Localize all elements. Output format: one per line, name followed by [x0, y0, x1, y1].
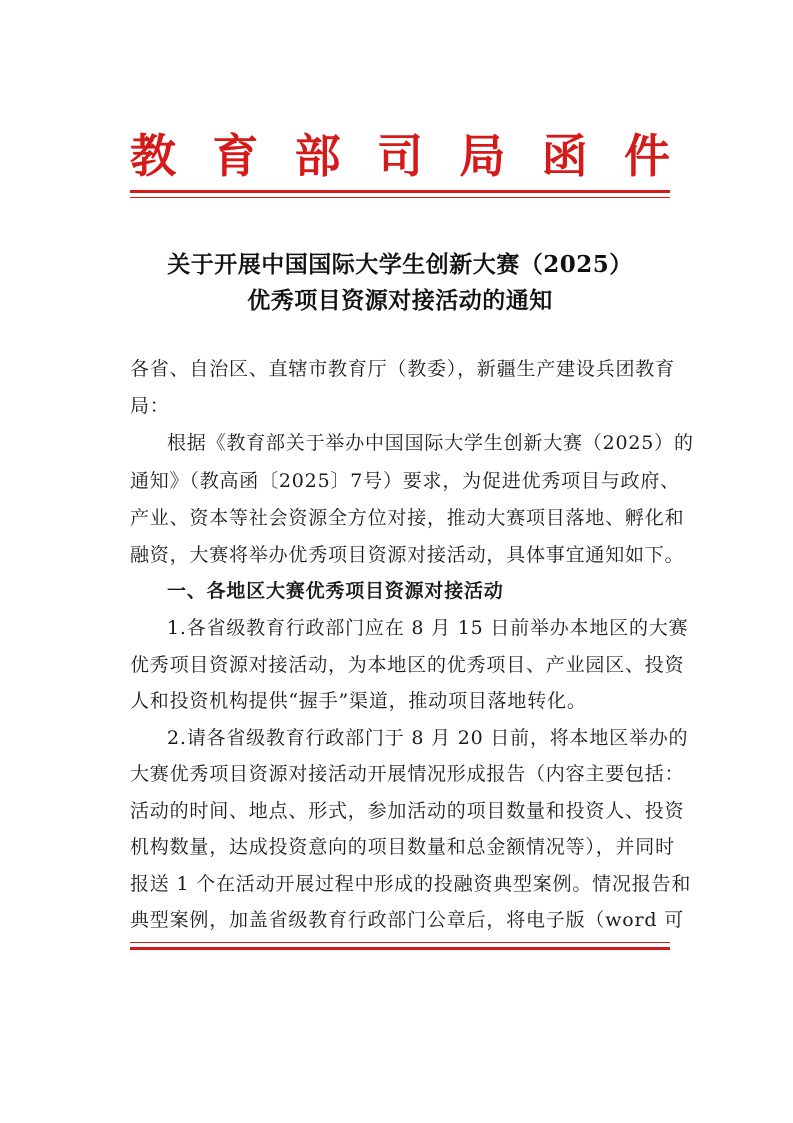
footer-rule-thin [130, 942, 670, 943]
masthead-char: 函 [541, 129, 588, 183]
paragraph-line: 优秀项目资源对接活动，为本地区的优秀项目、产业园区、投资 [130, 654, 685, 676]
paragraph-line: 通知》（教高函〔2025〕7号）要求，为促进优秀项目与政府、 [130, 470, 680, 492]
masthead-char: 局 [459, 129, 506, 183]
paragraph-line: 1.各省级教育行政部门应在 8 月 15 日前举办本地区的大赛 [167, 617, 689, 639]
document-masthead [130, 118, 670, 188]
masthead-char: 部 [294, 129, 341, 183]
masthead-char: 教 [130, 129, 176, 183]
paragraph-line: 活动的时间、地点、形式，参加活动的项目数量和投资人、投资 [130, 800, 685, 822]
paragraph-line: 根据《教育部关于举办中国国际大学生创新大赛（2025）的 [167, 432, 694, 454]
paragraph-line: 融资，大赛将举办优秀项目资源对接活动，具体事宜通知如下。 [130, 544, 685, 566]
paragraph-line: 产业、资本等社会资源全方位对接，推动大赛项目落地、孵化和 [130, 507, 685, 529]
paragraph-line: 机构数量，达成投资意向的项目数量和总金额情况等），并同时 [130, 836, 675, 858]
paragraph-line: 典型案例，加盖省级教育行政部门公章后，将电子版（word 可 [130, 909, 684, 931]
document-title-line2: 优秀项目资源对接活动的通知 [247, 287, 553, 314]
paragraph-line: 人和投资机构提供“握手”渠道，推动项目落地转化。 [130, 690, 587, 712]
masthead-rule-thick [130, 190, 670, 193]
addressee-line: 各省、自治区、直辖市教育厅（教委），新疆生产建设兵团教育 [130, 358, 675, 380]
paragraph-line: 大赛优秀项目资源对接活动开展情况形成报告（内容主要包括： [130, 763, 685, 785]
masthead-rule-thin [130, 197, 670, 198]
masthead-char: 件 [623, 129, 670, 183]
footer-rule-thick [130, 947, 670, 950]
section-heading: 一、各地区大赛优秀项目资源对接活动 [167, 580, 504, 602]
masthead-char: 司 [376, 129, 423, 183]
masthead-char: 育 [212, 129, 259, 183]
addressee-line: 局： [130, 395, 170, 417]
document-title-line1: 关于开展中国国际大学生创新大赛（2025） [167, 251, 633, 278]
paragraph-line: 报送 1 个在活动开展过程中形成的投融资典型案例。情况报告和 [130, 873, 692, 895]
paragraph-line: 2.请各省级教育行政部门于 8 月 20 日前，将本地区举办的 [167, 727, 689, 749]
